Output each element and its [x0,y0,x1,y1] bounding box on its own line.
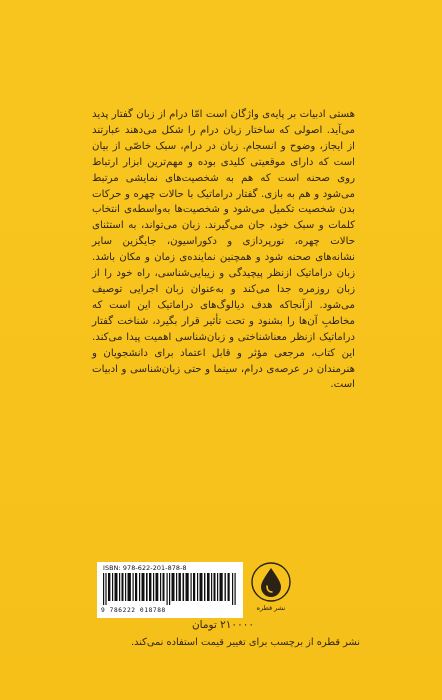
back-cover-blurb [92,107,355,393]
isbn-number: ISBN: 978-622-201-878-8 [103,564,187,572]
isbn-barcode-label [97,562,243,618]
publisher-logo [250,561,292,617]
price-notice: نشر قطره از برچسب برای تغییر قیمت استفاده نمی‌کند. [130,637,360,648]
price-label: ۲۱۰۰۰۰ تومان [191,619,254,631]
barcode-icon [103,573,237,605]
barcode-digits: 9 786222 018788 [101,607,166,614]
drop-logo-icon [250,561,292,603]
blurb-text: هستی ادبیات بر پایه‌ی واژگان است امّا درام از زبان گفتار پدید می‌آید. اصولی که ساختار زبان درام را شکل می‌دهند عبارتند از ایجاز، وضوح و انسجام. زبان در درام، سبک خاصّی از بیان است که دارای موقعیتی کلیدی بوده و مهم‌ترین ابزار ارتباط روی صحنه است که هم به شخصیت‌های نمایشی مرتبط می‌شود و هم به بازی. گفتار دراماتیک با حالات چهره و حرکات بدن شخصیت تکمیل می‌شود و شخصیت‌ها به‌واسطه‌ی انتخاب کلمات و سبک خود، جان می‌گیرند. زبان می‌تواند، به استثنای حالات چهره، نورپردازی و دکوراسیون، جایگزین سایر نشانه‌های صحنه شود و همچنین نماینده‌ی زمان و مکان باشد. زبان دراماتیک ازنظر پیچیدگی و زیبایی‌شناسی، راه خود را از زبان روزمره جدا می‌کند و به‌عنوان زبان اجرایی توصیف می‌شود. ازآنجاکه هدف دیالوگ‌های دراماتیک این است که مخاطبِ آن‌ها را بشنود و تحت تأثیر قرار بگیرد، شناخت گفتار دراماتیک ازنظر معناشناختی و زبان‌شناسی اهمیت پیدا می‌کند. این کتاب، مرجعی مؤثر و قابل اعتماد برای دانشجویان و هنرمندان در عرصه‌ی درام، سینما و حتی زبان‌شناسی و ادبیات است. [92,109,355,391]
publisher-logo-text: نشر قطره [256,604,286,612]
